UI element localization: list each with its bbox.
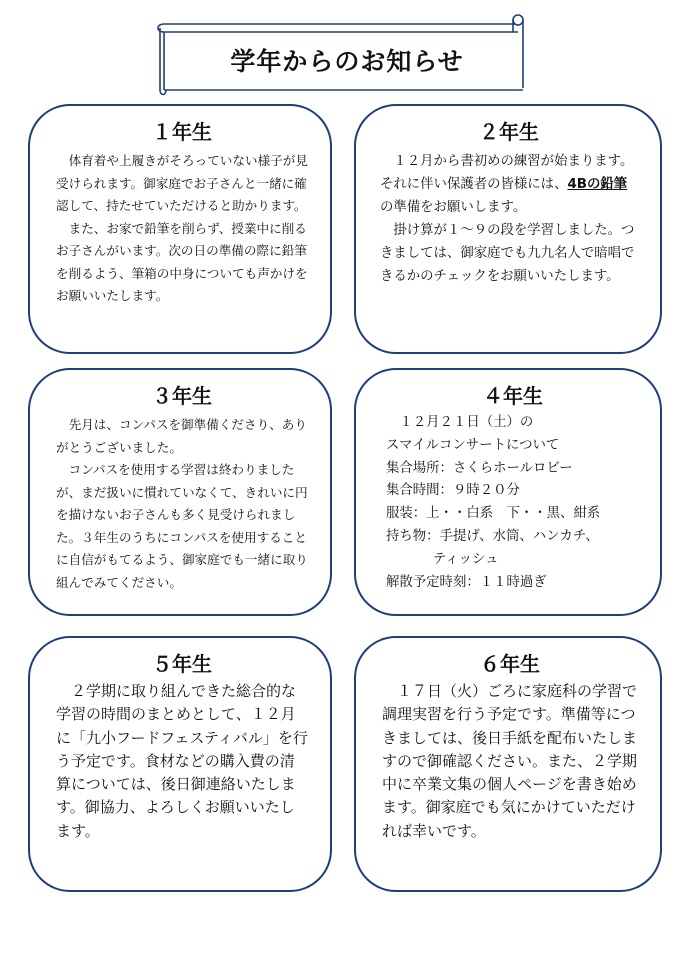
grade-5-body [56, 680, 308, 843]
grade-4-line: １２月２１日（土）の [399, 415, 534, 430]
grade-4-card [354, 368, 662, 616]
grade-1-card [28, 104, 332, 354]
grade-4-title: ４年生 [483, 384, 543, 408]
grade-6-paragraph: １７日（火）ごろに家庭科の学習で調理実習を行う予定です。準備等につきましては、後日手紙を配布いたしますので御確認ください。また、２学期中に卒業文集の個人ページを書き始めます。御家庭でも気にかけていただければ幸いです。 [382, 682, 638, 840]
grade-2-paragraph: 掛け算が１～９の段を学習しました。つきましては、御家庭でも九九名人で暗唱できるかのチェックをお願いいたします。 [380, 223, 635, 284]
grade-2-card [354, 104, 662, 354]
grade-3-paragraph: 先月は、コンパスを御準備くださり、ありがとうございました。 [56, 417, 307, 455]
grade-4-line: 集合場所：さくらホールロビー [386, 460, 573, 476]
grade-1-title: １年生 [152, 120, 212, 144]
grade-2-paragraph [380, 150, 638, 219]
grade-6-card [354, 636, 662, 892]
grade-4-line: 解散予定時刻：１１時過ぎ [386, 574, 547, 590]
grade-4-line: スマイルコンサートについて [386, 437, 560, 453]
grade-5-paragraph: ２学期に取り組んできた総合的な学習の時間のまとめとして、１２月に「九小フードフェスティバル」を行う予定です。食材などの購入費の清算については、後日御連絡いたします。御協力、よろしくお願いいたします。 [56, 682, 308, 840]
grade-3-title: ３年生 [152, 384, 212, 408]
grade-3-paragraph: コンパスを使用する学習は終わりましたが、まだ扱いに慣れていなくて、きれいに円を描けないお子さんも多く見受けられました。３年生のうちにコンパスを使用することに自信がもてるよう、御家庭でも一緒に取り組んでみてください。 [56, 462, 308, 590]
grade-2-emphasis: 4Bの鉛筆 [567, 177, 628, 192]
grade-2-body [380, 150, 638, 288]
title-banner [152, 10, 532, 96]
grade-6-body [382, 680, 638, 843]
grade-5-title: ５年生 [152, 652, 212, 676]
grade-3-body [56, 414, 308, 594]
grade-2-text: の準備をお願いします。 [380, 200, 527, 215]
grade-4-line: 服装：上・・白系 下・・黒、紺系 [386, 506, 601, 522]
grade-4-line: ティッシュ [432, 551, 499, 567]
grade-5-card [28, 636, 332, 892]
grade-4-body [386, 412, 640, 594]
grade-1-body [56, 150, 308, 308]
grade-6-title: ６年生 [480, 652, 540, 676]
grade-1-paragraph: 体育着や上履きがそろっていない様子が見受けられます。御家庭でお子さんと一緒に確認して、持たせていただけると助かります。 [56, 153, 308, 213]
grade-3-card [28, 368, 332, 616]
grade-1-paragraph: また、お家で鉛筆を削らず、授業中に削るお子さんがいます。次の日の準備の際に鉛筆を削るよう、筆箱の中身についても声かけをお願いいたします。 [56, 220, 308, 303]
grade-4-line: 持ち物：手提げ、水筒、ハンカチ、 [386, 528, 599, 544]
grade-2-text: １２月から書初めの練習が始まります。それに伴い保護者の皆様には、 [380, 154, 634, 192]
grade-4-line: 集合時間：９時２０分 [386, 483, 520, 499]
grade-2-title: ２年生 [479, 120, 539, 144]
page-title: 学年からのお知らせ [230, 47, 464, 76]
